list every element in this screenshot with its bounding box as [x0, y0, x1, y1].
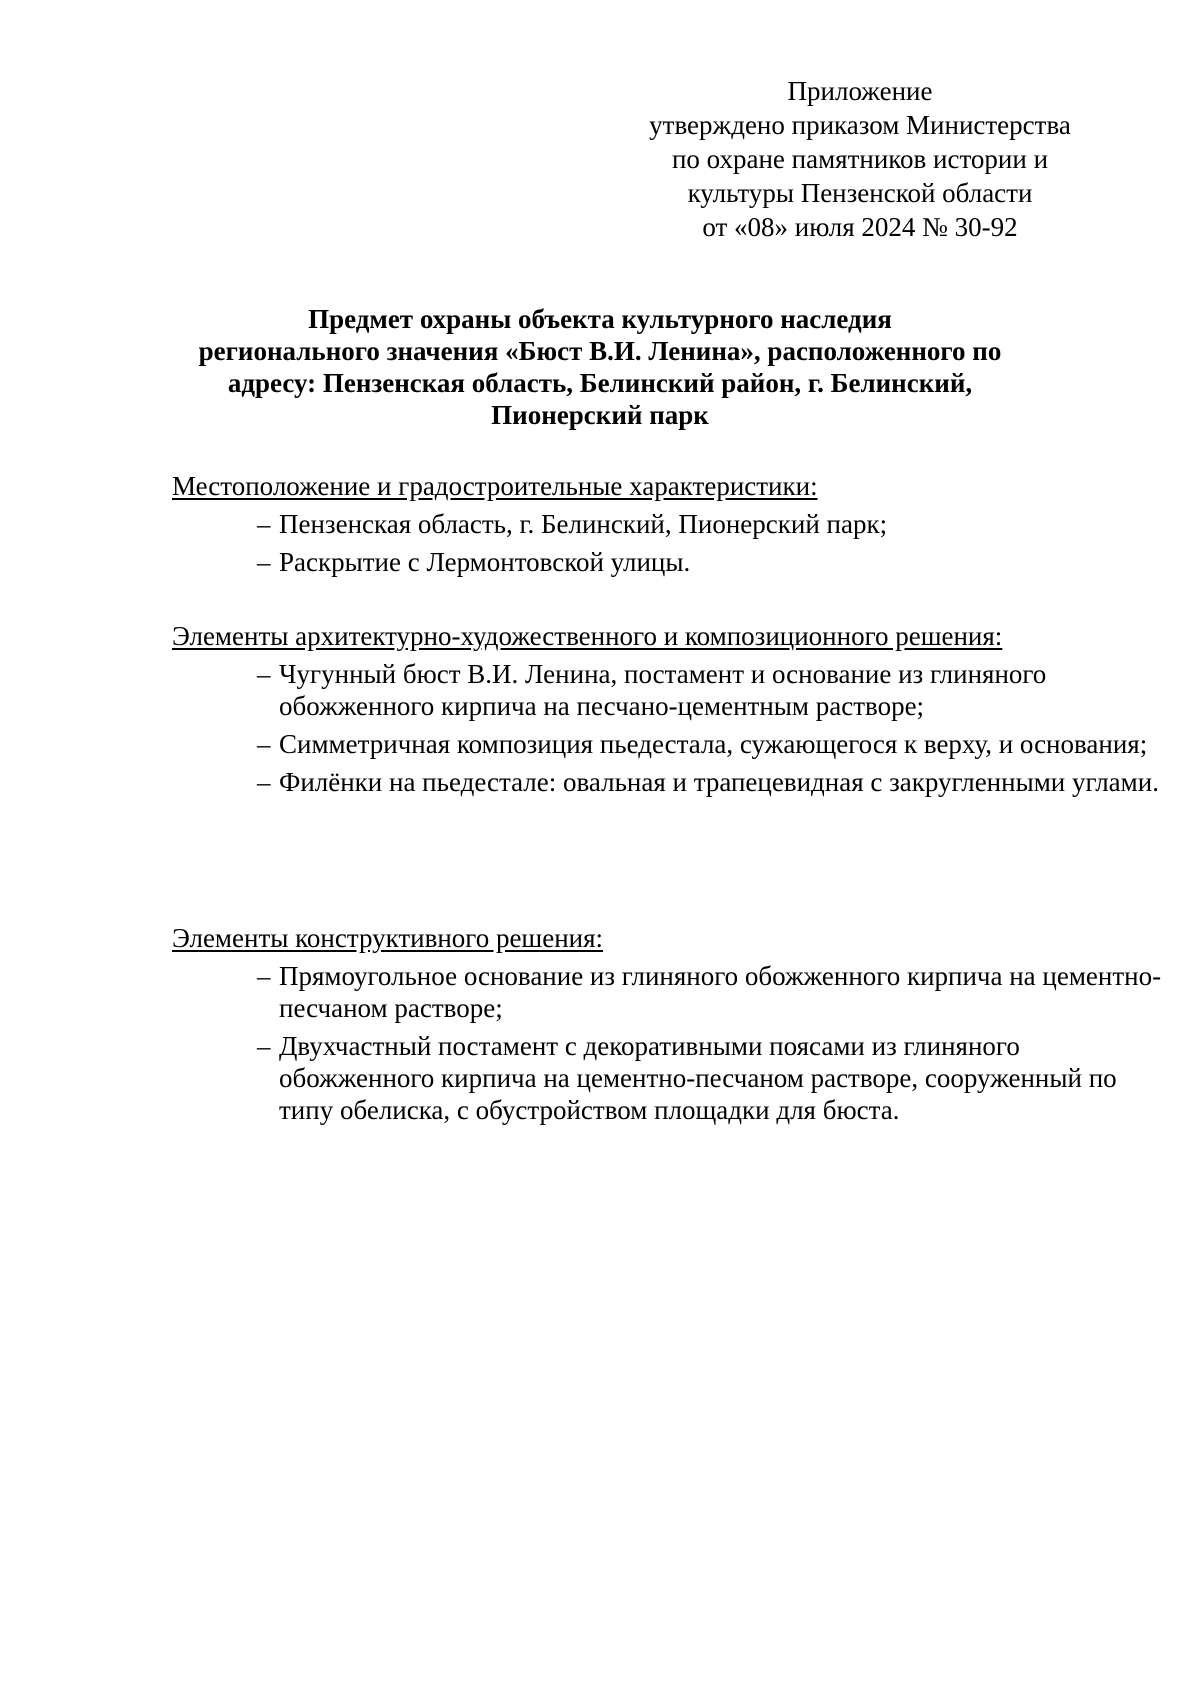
list-item [172, 728, 1162, 760]
appendix-line: Приложение [787, 76, 933, 106]
list-item [172, 1030, 1162, 1126]
title-line: адресу: Пензенская область, Белинский район, г. Белинский, [227, 368, 973, 398]
appendix-line: от «08» июля 2024 № 30-92 [702, 212, 1018, 242]
appendix-stamp [600, 74, 1120, 244]
list-item [172, 546, 1162, 578]
appendix-line: утверждено приказом Министерства [649, 110, 1071, 140]
list-item [172, 508, 1162, 540]
item-list [172, 960, 1162, 1126]
title-line: регионального значения «Бюст В.И. Ленина», расположенного по [198, 336, 1002, 366]
section-architecture [172, 620, 1162, 804]
section-heading: Элементы конструктивного решения: [172, 923, 604, 953]
list-item [172, 766, 1162, 798]
appendix-line: культуры Пензенской области [687, 178, 1033, 208]
dash-marker: – [257, 767, 271, 797]
item-text: Прямоугольное основание из глиняного обожженного кирпича на цементно-песчаном растворе; [279, 961, 1162, 1023]
dash-marker: – [257, 729, 271, 759]
appendix-line: по охране памятников истории и [671, 144, 1049, 174]
section-location [172, 470, 1162, 584]
dash-marker: – [257, 509, 271, 539]
item-text: Раскрытие с Лермонтовской улицы. [279, 547, 691, 577]
dash-marker: – [257, 547, 271, 577]
item-text: Пензенская область, г. Белинский, Пионерский парк; [279, 509, 888, 539]
title-line: Пионерский парк [491, 400, 709, 430]
item-text: Двухчастный постамент с декоративными поясами из глиняного обожженного кирпича на цементно-песчаном растворе, сооруженный по типу обелиска, с обустройством площадки для бюста. [279, 1031, 1117, 1125]
item-text: Филёнки на пьедестале: овальная и трапецевидная с закругленными углами. [279, 767, 1159, 797]
section-heading: Элементы архитектурно-художественного и композиционного решения: [172, 621, 1003, 651]
list-item [172, 658, 1162, 722]
list-item [172, 960, 1162, 1024]
section-construction [172, 922, 1162, 1132]
dash-marker: – [257, 659, 271, 689]
item-list [172, 658, 1162, 798]
title-line: Предмет охраны объекта культурного наследия [308, 304, 892, 334]
item-text: Симметричная композиция пьедестала, сужающегося к верху, и основания; [279, 729, 1148, 759]
document-title [160, 303, 1040, 431]
dash-marker: – [257, 1031, 271, 1061]
item-text: Чугунный бюст В.И. Ленина, постамент и основание из глиняного обожженного кирпича на песчано-цементным растворе; [279, 659, 1047, 721]
dash-marker: – [257, 961, 271, 991]
section-heading: Местоположение и градостроительные характеристики: [172, 471, 818, 501]
item-list [172, 508, 1162, 578]
